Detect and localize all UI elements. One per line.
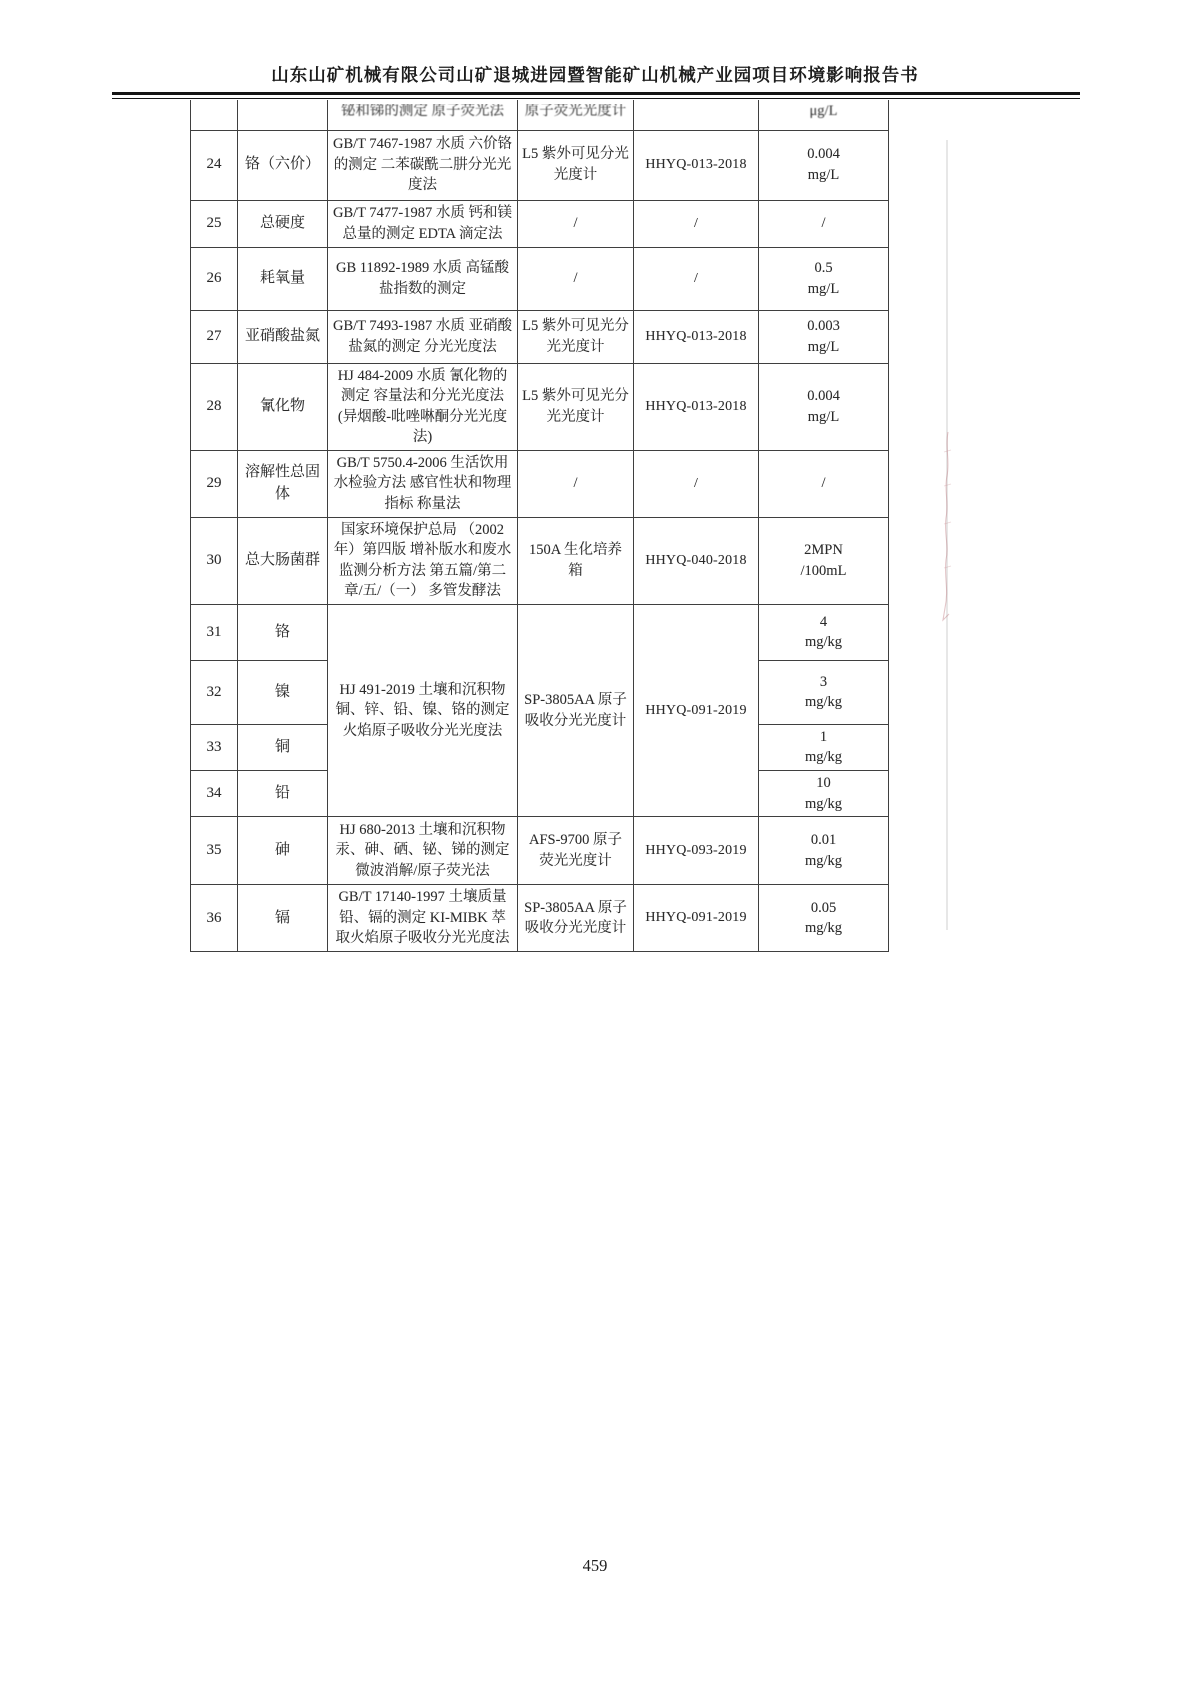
table-row-partial	[191, 100, 889, 130]
cell-cert: HHYQ-013-2018	[634, 310, 759, 363]
cell-no: 34	[191, 771, 238, 817]
cell-cert: HHYQ-091-2019	[634, 885, 759, 952]
cell-no: 36	[191, 885, 238, 952]
monitoring-methods-table	[190, 100, 889, 952]
cell-limit: 3 mg/kg	[759, 660, 889, 724]
cell-instrument: L5 紫外可见光分光光度计	[518, 363, 634, 450]
cell-item: 镉	[238, 885, 328, 952]
cell-item: 铜	[238, 724, 328, 770]
cell-no: 28	[191, 363, 238, 450]
cell-method: GB/T 7477-1987 水质 钙和镁总量的测定 EDTA 滴定法	[328, 200, 518, 247]
cell-cert: /	[634, 200, 759, 247]
cell-instrument: 150A 生化培养箱	[518, 517, 634, 604]
cell-cert: /	[634, 450, 759, 517]
cell-instrument: /	[518, 247, 634, 310]
cell-item: 镍	[238, 660, 328, 724]
cell-instrument: /	[518, 450, 634, 517]
table-row	[191, 310, 889, 363]
table-row	[191, 450, 889, 517]
cell-instrument-merged: SP-3805AA 原子吸收分光光度计	[518, 604, 634, 816]
cell-limit: 0.05 mg/kg	[759, 885, 889, 952]
cell-no: 24	[191, 130, 238, 200]
cell-cert: HHYQ-093-2019	[634, 817, 759, 885]
cell-method-merged: HJ 491-2019 土壤和沉积物铜、锌、铅、镍、铬的测定火焰原子吸收分光光度法	[328, 604, 518, 816]
cell-cert: HHYQ-013-2018	[634, 363, 759, 450]
cell-limit: 0.003 mg/L	[759, 310, 889, 363]
cell-item: 铅	[238, 771, 328, 817]
cell-instrument: AFS-9700 原子荧光光度计	[518, 817, 634, 885]
cell-limit: /	[759, 450, 889, 517]
cell-item: 铬	[238, 604, 328, 660]
cell-item: 总硬度	[238, 200, 328, 247]
cell-cert-merged: HHYQ-091-2019	[634, 604, 759, 816]
header-divider	[112, 92, 1080, 99]
cell-item	[238, 100, 328, 130]
cell-no: 33	[191, 724, 238, 770]
cell-method: HJ 484-2009 水质 氰化物的测定 容量法和分光光度法(异烟酸-吡唑啉酮分光光度法)	[328, 363, 518, 450]
table-row	[191, 130, 889, 200]
cell-item: 砷	[238, 817, 328, 885]
cell-limit: /	[759, 200, 889, 247]
cell-cert: HHYQ-013-2018	[634, 130, 759, 200]
red-handwriting-mark	[934, 428, 960, 628]
cell-limit: 0.5 mg/L	[759, 247, 889, 310]
page-number: 459	[582, 1556, 608, 1575]
cell-instrument: 原子荧光光度计	[518, 100, 634, 130]
cell-no	[191, 100, 238, 130]
cell-item: 耗氧量	[238, 247, 328, 310]
cell-cert	[634, 100, 759, 130]
cell-no: 27	[191, 310, 238, 363]
table-row	[191, 363, 889, 450]
page-title: 山东山矿机械有限公司山矿退城进园暨智能矿山机械产业园项目环境影响报告书	[271, 65, 919, 85]
cell-method: GB/T 7493-1987 水质 亚硝酸盐氮的测定 分光光度法	[328, 310, 518, 363]
cell-no: 29	[191, 450, 238, 517]
cell-method: GB/T 5750.4-2006 生活饮用水检验方法 感官性状和物理指标 称量法	[328, 450, 518, 517]
cell-instrument: L5 紫外可见光分光光度计	[518, 310, 634, 363]
cell-method: GB/T 17140-1997 土壤质量 铅、镉的测定 KI-MIBK 萃取火焰原子吸收分光光度法	[328, 885, 518, 952]
cell-limit: 0.004 mg/L	[759, 130, 889, 200]
cell-method: 国家环境保护总局 （2002 年）第四版 增补版水和废水监测分析方法 第五篇/第二章/五/（一） 多管发酵法	[328, 517, 518, 604]
cell-instrument: L5 紫外可见分光光度计	[518, 130, 634, 200]
cell-limit: 1 mg/kg	[759, 724, 889, 770]
cell-no: 30	[191, 517, 238, 604]
cell-item: 溶解性总固体	[238, 450, 328, 517]
cell-item: 氰化物	[238, 363, 328, 450]
cell-limit: 0.01 mg/kg	[759, 817, 889, 885]
cell-item: 铬（六价）	[238, 130, 328, 200]
cell-method: 铋和锑的测定 原子荧光法	[328, 100, 518, 130]
cell-no: 35	[191, 817, 238, 885]
cell-no: 32	[191, 660, 238, 724]
cell-instrument: /	[518, 200, 634, 247]
cell-limit: 2MPN /100mL	[759, 517, 889, 604]
cell-limit: 10 mg/kg	[759, 771, 889, 817]
cell-instrument: SP-3805AA 原子吸收分光光度计	[518, 885, 634, 952]
cell-no: 25	[191, 200, 238, 247]
table-row	[191, 247, 889, 310]
cell-limit: μg/L	[759, 100, 889, 130]
cell-limit: 0.004 mg/L	[759, 363, 889, 450]
cell-method: GB 11892-1989 水质 高锰酸盐指数的测定	[328, 247, 518, 310]
cell-cert: /	[634, 247, 759, 310]
cell-limit: 4 mg/kg	[759, 604, 889, 660]
cell-item: 总大肠菌群	[238, 517, 328, 604]
cell-method: HJ 680-2013 土壤和沉积物 汞、砷、硒、铋、锑的测定 微波消解/原子荧光法	[328, 817, 518, 885]
table-row	[191, 200, 889, 247]
cell-method: GB/T 7467-1987 水质 六价铬的测定 二苯碳酰二肼分光光度法	[328, 130, 518, 200]
cell-no: 26	[191, 247, 238, 310]
table-row	[191, 517, 889, 604]
table-row	[191, 885, 889, 952]
table-row	[191, 604, 889, 660]
cell-cert: HHYQ-040-2018	[634, 517, 759, 604]
cell-no: 31	[191, 604, 238, 660]
table-row	[191, 817, 889, 885]
cell-item: 亚硝酸盐氮	[238, 310, 328, 363]
